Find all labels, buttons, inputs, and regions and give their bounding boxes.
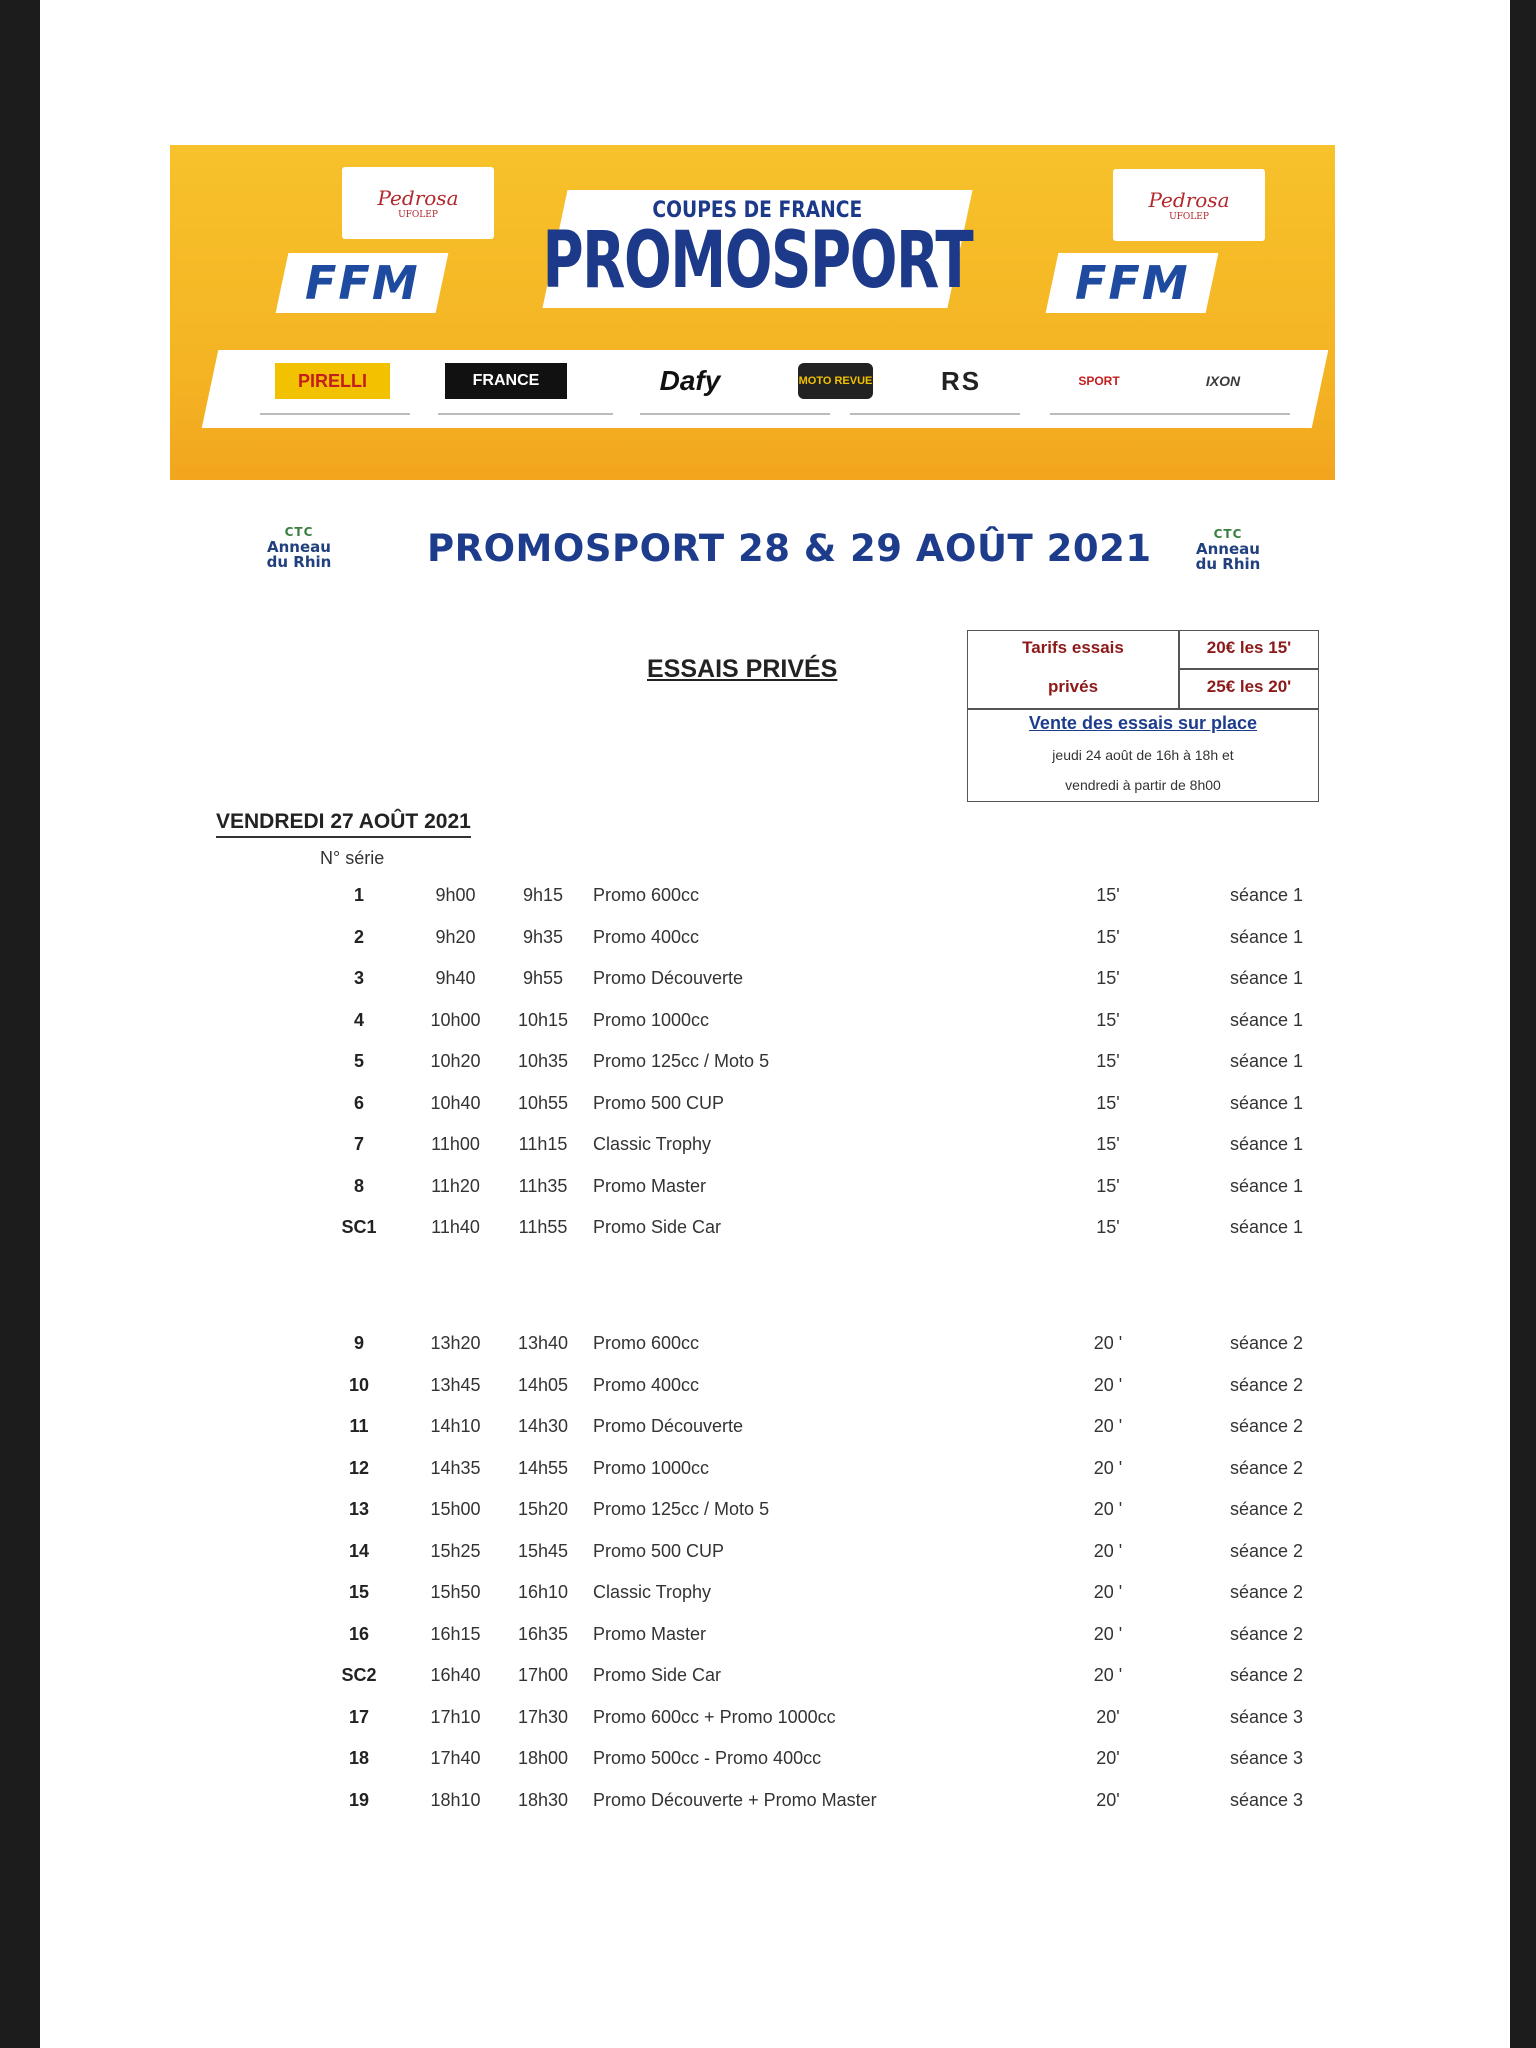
serie-number: 2: [353, 926, 364, 947]
duration: 15': [1096, 885, 1120, 906]
schedule-row: [310, 1531, 1313, 1573]
serie-number: 6: [353, 1092, 364, 1113]
schedule-row: [310, 1448, 1313, 1490]
promosport-banner: [170, 145, 1335, 480]
schedule-row: [310, 1166, 1313, 1208]
category-name: Promo 500cc - Promo 400cc: [593, 1748, 822, 1769]
start-time: 10h20: [430, 1051, 481, 1072]
seance-label: séance 1: [1229, 1217, 1303, 1238]
category-name: Promo 600cc + Promo 1000cc: [593, 1706, 836, 1727]
duration: 20': [1096, 1748, 1120, 1769]
duration: 15': [1096, 1217, 1120, 1238]
schedule-row: [310, 1738, 1313, 1780]
category-name: Promo Side Car: [593, 1665, 722, 1686]
end-time: 14h30: [517, 1416, 569, 1437]
tarif-price-20: 25€ les 20': [1206, 677, 1292, 696]
vente-sur-place: Vente des essais sur place: [1028, 713, 1258, 733]
category-name: Promo 500 CUP: [593, 1540, 725, 1561]
day-heading: VENDREDI 27 AOÛT 2021: [216, 810, 471, 838]
tarif-price-15: 20€ les 15': [1206, 638, 1292, 657]
duration: 15': [1096, 968, 1120, 989]
schedule-row: [310, 1207, 1313, 1249]
start-time: 14h35: [430, 1457, 481, 1478]
start-time: 10h40: [430, 1092, 481, 1113]
category-name: Promo 400cc: [593, 926, 700, 947]
serie-number: 19: [348, 1789, 370, 1810]
category-name: Promo 400cc: [593, 1374, 700, 1395]
sponsor-ixon: IXON: [1205, 373, 1241, 389]
serie-number: 3: [353, 968, 364, 989]
schedule-row: [310, 875, 1313, 917]
pedrosa-logo-right: [1113, 169, 1265, 241]
track-logo-line2: du Rhin: [266, 553, 332, 571]
category-name: Promo Découverte: [593, 1416, 744, 1437]
anneau-du-rhin-logo-right: [1183, 527, 1273, 572]
start-time: 9h00: [435, 885, 476, 906]
duration: 15': [1096, 1009, 1120, 1030]
end-time: 16h35: [517, 1623, 569, 1644]
end-time: 10h15: [517, 1009, 569, 1030]
end-time: 11h55: [518, 1217, 568, 1238]
start-time: 10h00: [430, 1009, 481, 1030]
start-time: 14h10: [430, 1416, 481, 1437]
category-name: Promo 600cc: [593, 1333, 700, 1354]
start-time: 16h15: [430, 1623, 481, 1644]
serie-number: 8: [353, 1175, 364, 1196]
duration: 20 ': [1093, 1457, 1123, 1478]
end-time: 17h00: [517, 1665, 569, 1686]
logo-text: Pedrosa: [377, 186, 459, 210]
end-time: 15h20: [517, 1499, 569, 1520]
seance-label: séance 2: [1229, 1540, 1303, 1561]
seance-label: séance 1: [1229, 1009, 1303, 1030]
duration: 20': [1096, 1789, 1120, 1810]
end-time: 17h30: [517, 1706, 569, 1727]
category-name: Promo 500 CUP: [593, 1092, 725, 1113]
duration: 20 ': [1093, 1540, 1123, 1561]
start-time: 18h10: [430, 1789, 481, 1810]
ffm-logo-left: [276, 253, 449, 313]
schedule-row: [310, 1697, 1313, 1739]
tarifs-box: [967, 630, 1319, 802]
promosport-wordmark: PROMOSPORT: [542, 215, 973, 306]
coupes-de-france-label: COUPES DE FRANCE: [652, 197, 863, 223]
seance-label: séance 1: [1229, 968, 1303, 989]
start-time: 17h40: [430, 1748, 481, 1769]
track-logo-line1: Anneau: [267, 538, 331, 556]
seance-label: séance 2: [1229, 1623, 1303, 1644]
serie-number: 4: [353, 1009, 364, 1030]
track-logo-top: CTC: [284, 525, 314, 539]
start-time: 13h20: [430, 1333, 481, 1354]
track-logo-top: CTC: [1213, 527, 1243, 541]
schedule-row: [310, 1000, 1313, 1042]
sponsor-pirelli: PIRELLI: [275, 363, 390, 399]
sponsor-sport: SPORT: [1078, 374, 1120, 388]
start-time: 16h40: [430, 1665, 481, 1686]
duration: 20': [1096, 1706, 1120, 1727]
start-time: 11h40: [431, 1217, 480, 1238]
end-time: 18h30: [517, 1789, 569, 1810]
schedule-row: [310, 1489, 1313, 1531]
ffm-label: FFM: [304, 256, 420, 310]
schedule-row: [310, 1365, 1313, 1407]
end-time: 11h15: [518, 1134, 568, 1155]
seance-label: séance 2: [1229, 1333, 1303, 1354]
duration: 20 ': [1093, 1499, 1123, 1520]
start-time: 15h00: [430, 1499, 481, 1520]
serie-number: 5: [353, 1051, 364, 1072]
seance-label: séance 1: [1229, 1051, 1303, 1072]
schedule-row: [310, 1614, 1313, 1656]
serie-number: 16: [348, 1623, 370, 1644]
duration: 15': [1096, 926, 1120, 947]
vente-note-line2: vendredi à partir de 8h00: [1065, 777, 1221, 793]
seance-label: séance 1: [1229, 885, 1303, 906]
essais-prives-heading: ESSAIS PRIVÉS: [647, 655, 838, 683]
schedule-table-afternoon: [310, 1323, 1313, 1821]
end-time: 15h45: [517, 1540, 569, 1561]
track-logo-line2: du Rhin: [1195, 555, 1261, 573]
seance-label: séance 1: [1229, 1175, 1303, 1196]
end-time: 11h35: [518, 1175, 568, 1196]
schedule-row: [310, 1780, 1313, 1822]
category-name: Promo 600cc: [593, 885, 700, 906]
duration: 20 ': [1093, 1333, 1123, 1354]
category-name: Classic Trophy: [593, 1582, 712, 1603]
seance-label: séance 2: [1229, 1665, 1303, 1686]
seance-label: séance 1: [1229, 1134, 1303, 1155]
duration: 15': [1096, 1092, 1120, 1113]
track-logo-line1: Anneau: [1196, 540, 1260, 558]
schedule-row: [310, 917, 1313, 959]
seance-label: séance 2: [1229, 1499, 1303, 1520]
category-name: Promo 125cc / Moto 5: [593, 1051, 770, 1072]
end-time: 9h55: [522, 968, 564, 989]
duration: 15': [1096, 1134, 1120, 1155]
duration: 20 ': [1093, 1374, 1123, 1395]
serie-number: SC1: [341, 1217, 377, 1238]
serie-number: 14: [348, 1540, 370, 1561]
schedule-row: [310, 1406, 1313, 1448]
schedule-row: [310, 1323, 1313, 1365]
end-time: 14h55: [517, 1457, 569, 1478]
seance-label: séance 3: [1229, 1706, 1303, 1727]
category-name: Classic Trophy: [593, 1134, 712, 1155]
end-time: 9h15: [522, 885, 564, 906]
end-time: 13h40: [517, 1333, 569, 1354]
serie-number: 10: [348, 1374, 370, 1395]
duration: 20 ': [1093, 1623, 1123, 1644]
end-time: 16h10: [517, 1582, 569, 1603]
seance-label: séance 1: [1229, 926, 1303, 947]
duration: 15': [1096, 1051, 1120, 1072]
document-page: [40, 0, 1510, 2048]
tarifs-label-line2: privés: [1047, 677, 1099, 696]
duration: 20 ': [1093, 1665, 1123, 1686]
end-time: 10h55: [517, 1092, 569, 1113]
seance-label: séance 2: [1229, 1374, 1303, 1395]
category-name: Promo 1000cc: [593, 1009, 710, 1030]
schedule-row: [310, 1572, 1313, 1614]
title-panel: [542, 190, 972, 308]
end-time: 9h35: [522, 926, 564, 947]
sponsor-rs: RS: [940, 365, 982, 396]
start-time: 15h50: [430, 1582, 481, 1603]
serie-number: 17: [348, 1706, 370, 1727]
serie-number: 7: [353, 1134, 364, 1155]
serie-number: 9: [353, 1333, 364, 1354]
schedule-table-morning: [310, 875, 1313, 1249]
ffm-logo-right: [1046, 253, 1219, 313]
start-time: 9h20: [435, 926, 476, 947]
serie-number: 15: [348, 1582, 370, 1603]
category-name: Promo Master: [593, 1175, 707, 1196]
end-time: 18h00: [517, 1748, 569, 1769]
category-name: Promo 1000cc: [593, 1457, 710, 1478]
seance-label: séance 2: [1229, 1416, 1303, 1437]
anneau-du-rhin-logo-left: [254, 525, 344, 570]
seance-label: séance 2: [1229, 1457, 1303, 1478]
category-name: Promo Découverte: [593, 968, 744, 989]
schedule-row: [310, 1124, 1313, 1166]
seance-label: séance 3: [1229, 1748, 1303, 1769]
start-time: 9h40: [435, 968, 476, 989]
start-time: 11h00: [431, 1134, 480, 1155]
serie-number: 18: [348, 1748, 370, 1769]
logo-text: Pedrosa: [1148, 188, 1230, 212]
sponsor-dafy: Dafy: [659, 365, 721, 396]
duration: 20 ': [1093, 1416, 1123, 1437]
category-name: Promo 125cc / Moto 5: [593, 1499, 770, 1520]
schedule-row: [310, 1655, 1313, 1697]
category-name: Promo Master: [593, 1623, 707, 1644]
end-time: 14h05: [517, 1374, 569, 1395]
seance-label: séance 3: [1229, 1789, 1303, 1810]
logo-subtext: UFOLEP: [398, 210, 438, 220]
end-time: 10h35: [517, 1051, 569, 1072]
serie-number: 13: [348, 1499, 370, 1520]
duration: 20 ': [1093, 1582, 1123, 1603]
serie-number: SC2: [341, 1665, 377, 1686]
tarifs-label-line1: Tarifs essais: [1022, 638, 1124, 657]
start-time: 15h25: [430, 1540, 481, 1561]
serie-number: 11: [349, 1416, 369, 1437]
schedule-row: [310, 1083, 1313, 1125]
serie-column-header: N° série: [320, 848, 385, 868]
event-title: PROMOSPORT 28 & 29 AOÛT 2021: [427, 527, 1152, 570]
category-name: Promo Side Car: [593, 1217, 722, 1238]
sponsor-france: FRANCE: [445, 363, 567, 399]
vente-note-line1: jeudi 24 août de 16h à 18h et: [1052, 747, 1234, 763]
serie-number: 1: [353, 885, 364, 906]
schedule-row: [310, 1041, 1313, 1083]
start-time: 11h20: [431, 1175, 480, 1196]
start-time: 13h45: [430, 1374, 481, 1395]
schedule-row: [310, 958, 1313, 1000]
start-time: 17h10: [430, 1706, 481, 1727]
logo-subtext: UFOLEP: [1169, 212, 1209, 222]
duration: 15': [1096, 1175, 1120, 1196]
seance-label: séance 2: [1229, 1582, 1303, 1603]
ffm-label: FFM: [1074, 256, 1190, 310]
category-name: Promo Découverte + Promo Master: [593, 1789, 877, 1810]
serie-number: 12: [348, 1457, 370, 1478]
seance-label: séance 1: [1229, 1092, 1303, 1113]
sponsor-moto-revue: MOTO REVUE: [798, 363, 873, 399]
